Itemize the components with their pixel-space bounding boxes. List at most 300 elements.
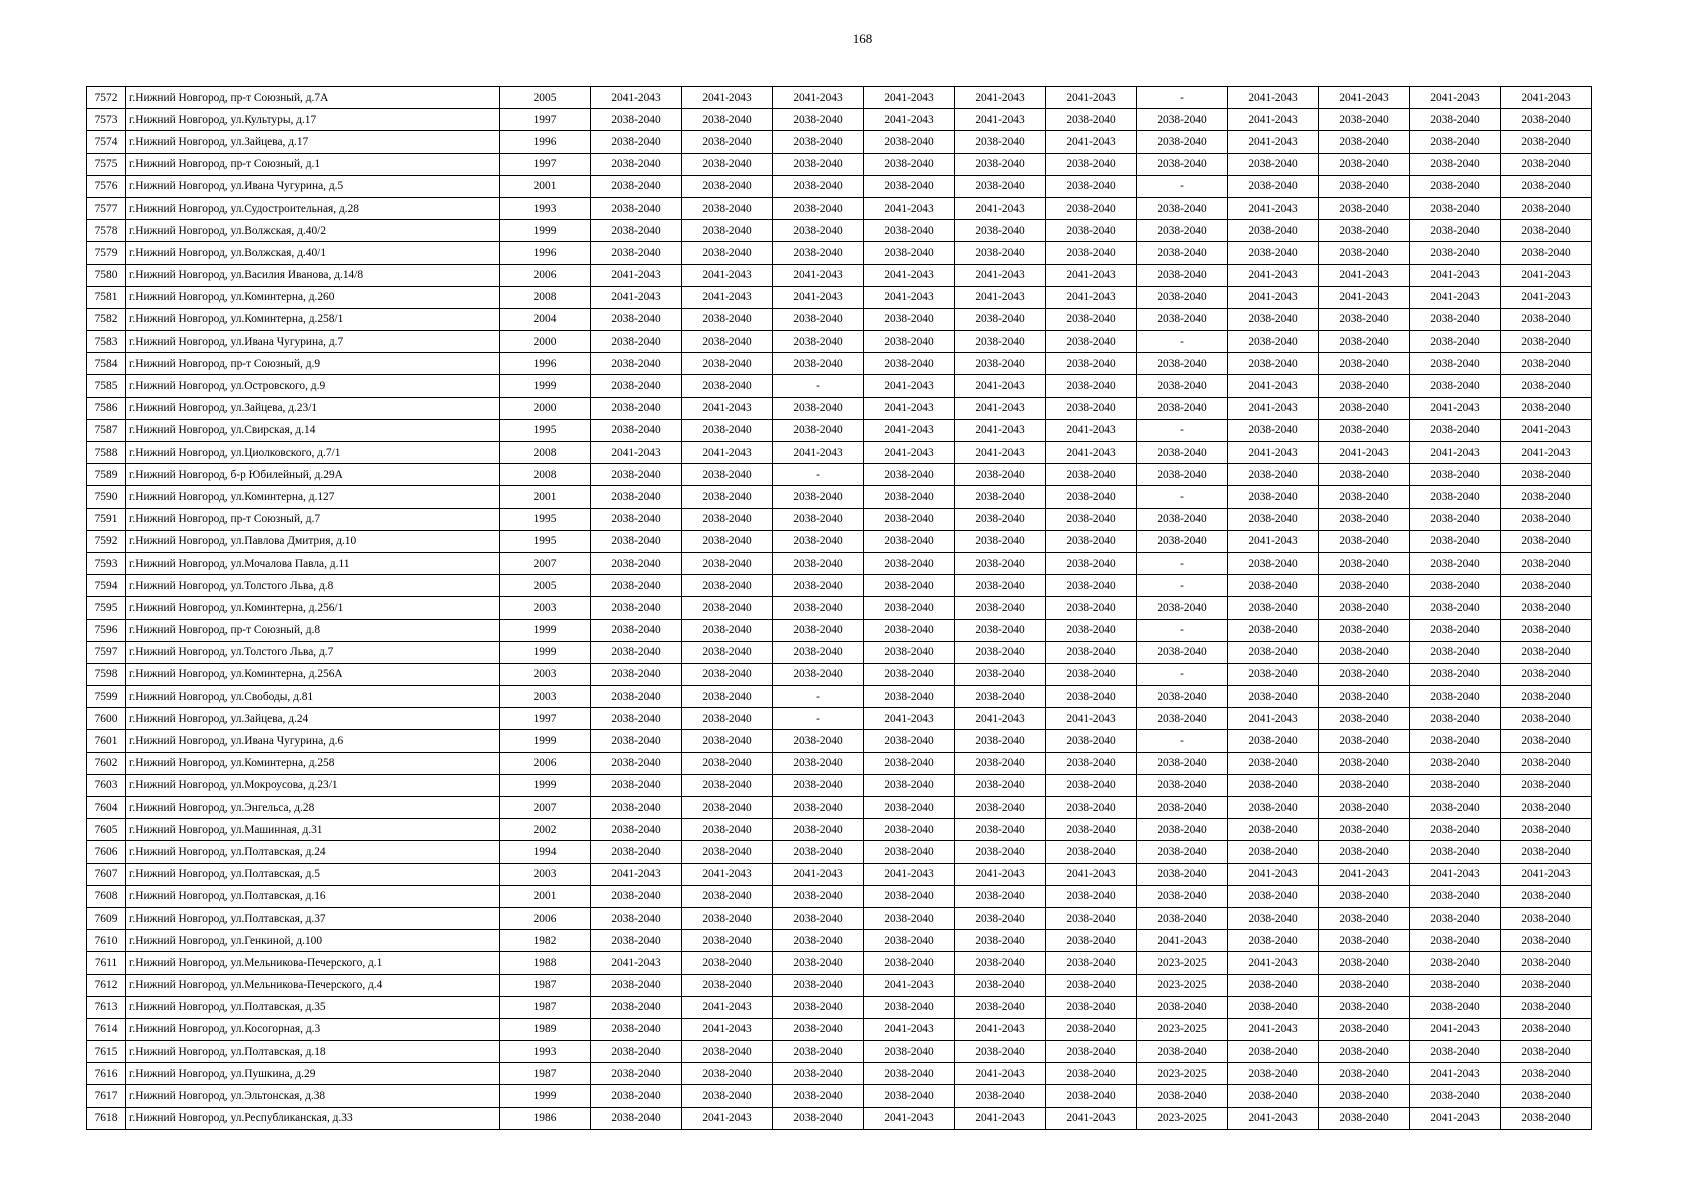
table-row [87, 1018, 1592, 1040]
cell-period-4: 2038-2040 [864, 730, 955, 752]
cell-period-4: 2038-2040 [864, 308, 955, 330]
cell-period-11: 2038-2040 [1501, 242, 1592, 264]
cell-period-3: 2038-2040 [773, 819, 864, 841]
cell-period-8: 2038-2040 [1228, 353, 1319, 375]
cell-address: г.Нижний Новгород, ул.Генкиной, д.100 [126, 930, 500, 952]
cell-period-10: 2038-2040 [1410, 907, 1501, 929]
cell-period-1: 2038-2040 [591, 841, 682, 863]
cell-period-3: 2038-2040 [773, 1107, 864, 1129]
cell-period-3: 2038-2040 [773, 153, 864, 175]
cell-address: г.Нижний Новгород, ул.Коминтерна, д.258 [126, 752, 500, 774]
cell-period-9: 2038-2040 [1319, 464, 1410, 486]
cell-period-10: 2038-2040 [1410, 308, 1501, 330]
cell-address: г.Нижний Новгород, ул.Циолковского, д.7/1 [126, 442, 500, 464]
cell-period-7: 2038-2040 [1137, 220, 1228, 242]
cell-address: г.Нижний Новгород, ул.Мельникова-Печерского, д.1 [126, 952, 500, 974]
cell-period-11: 2038-2040 [1501, 686, 1592, 708]
cell-address: г.Нижний Новгород, ул.Полтавская, д.37 [126, 907, 500, 929]
cell-period-8: 2038-2040 [1228, 331, 1319, 353]
cell-period-1: 2038-2040 [591, 197, 682, 219]
cell-period-9: 2038-2040 [1319, 1063, 1410, 1085]
cell-period-7: 2038-2040 [1137, 397, 1228, 419]
cell-period-2: 2038-2040 [682, 974, 773, 996]
cell-period-2: 2038-2040 [682, 619, 773, 641]
cell-period-8: 2041-2043 [1228, 442, 1319, 464]
cell-build-year: 2003 [500, 663, 591, 685]
cell-period-4: 2038-2040 [864, 331, 955, 353]
cell-period-10: 2038-2040 [1410, 131, 1501, 153]
cell-period-9: 2038-2040 [1319, 752, 1410, 774]
cell-period-2: 2038-2040 [682, 220, 773, 242]
cell-period-1: 2041-2043 [591, 863, 682, 885]
cell-period-2: 2038-2040 [682, 175, 773, 197]
cell-period-7: 2038-2040 [1137, 774, 1228, 796]
table-row [87, 841, 1592, 863]
cell-period-3: 2038-2040 [773, 774, 864, 796]
cell-period-11: 2038-2040 [1501, 1018, 1592, 1040]
cell-period-3: 2038-2040 [773, 552, 864, 574]
cell-period-9: 2038-2040 [1319, 1041, 1410, 1063]
cell-row-number: 7605 [87, 819, 126, 841]
cell-period-9: 2038-2040 [1319, 619, 1410, 641]
cell-build-year: 1996 [500, 242, 591, 264]
cell-period-10: 2038-2040 [1410, 242, 1501, 264]
cell-period-9: 2038-2040 [1319, 331, 1410, 353]
cell-period-7: 2041-2043 [1137, 930, 1228, 952]
cell-period-3: - [773, 375, 864, 397]
cell-address: г.Нижний Новгород, б-р Юбилейный, д.29А [126, 464, 500, 486]
cell-period-10: 2038-2040 [1410, 974, 1501, 996]
cell-build-year: 2006 [500, 752, 591, 774]
cell-period-7: 2038-2040 [1137, 442, 1228, 464]
cell-period-2: 2038-2040 [682, 197, 773, 219]
cell-period-3: 2038-2040 [773, 486, 864, 508]
cell-period-9: 2038-2040 [1319, 242, 1410, 264]
cell-period-11: 2038-2040 [1501, 308, 1592, 330]
cell-period-7: 2038-2040 [1137, 131, 1228, 153]
cell-period-5: 2038-2040 [955, 797, 1046, 819]
cell-period-4: 2041-2043 [864, 863, 955, 885]
cell-period-11: 2038-2040 [1501, 508, 1592, 530]
cell-period-7: - [1137, 575, 1228, 597]
cell-period-10: 2038-2040 [1410, 331, 1501, 353]
cell-build-year: 2003 [500, 597, 591, 619]
cell-period-2: 2038-2040 [682, 530, 773, 552]
cell-address: г.Нижний Новгород, пр-т Союзный, д.8 [126, 619, 500, 641]
cell-period-8: 2038-2040 [1228, 1063, 1319, 1085]
cell-address: г.Нижний Новгород, ул.Ивана Чугурина, д.7 [126, 331, 500, 353]
cell-period-8: 2038-2040 [1228, 841, 1319, 863]
cell-period-1: 2038-2040 [591, 996, 682, 1018]
cell-row-number: 7594 [87, 575, 126, 597]
cell-period-8: 2041-2043 [1228, 530, 1319, 552]
cell-period-6: 2038-2040 [1046, 819, 1137, 841]
cell-period-3: 2038-2040 [773, 619, 864, 641]
cell-build-year: 1995 [500, 419, 591, 441]
table-row [87, 952, 1592, 974]
cell-period-4: 2038-2040 [864, 686, 955, 708]
cell-period-9: 2038-2040 [1319, 308, 1410, 330]
cell-period-8: 2038-2040 [1228, 885, 1319, 907]
cell-period-8: 2041-2043 [1228, 87, 1319, 109]
cell-period-3: 2038-2040 [773, 197, 864, 219]
table-row [87, 1041, 1592, 1063]
cell-period-11: 2038-2040 [1501, 708, 1592, 730]
cell-period-3: 2038-2040 [773, 419, 864, 441]
cell-period-3: 2041-2043 [773, 264, 864, 286]
cell-period-3: 2038-2040 [773, 974, 864, 996]
cell-period-3: 2041-2043 [773, 863, 864, 885]
cell-period-6: 2038-2040 [1046, 774, 1137, 796]
cell-period-6: 2038-2040 [1046, 730, 1137, 752]
cell-period-5: 2038-2040 [955, 508, 1046, 530]
cell-period-2: 2038-2040 [682, 1085, 773, 1107]
cell-row-number: 7608 [87, 885, 126, 907]
table-row [87, 885, 1592, 907]
cell-period-3: 2038-2040 [773, 996, 864, 1018]
cell-period-6: 2038-2040 [1046, 841, 1137, 863]
cell-period-1: 2038-2040 [591, 575, 682, 597]
cell-period-1: 2038-2040 [591, 1018, 682, 1040]
cell-period-7: 2038-2040 [1137, 464, 1228, 486]
table-row [87, 220, 1592, 242]
cell-period-2: 2038-2040 [682, 1041, 773, 1063]
cell-period-1: 2038-2040 [591, 1085, 682, 1107]
cell-period-6: 2041-2043 [1046, 264, 1137, 286]
cell-address: г.Нижний Новгород, ул.Эльтонская, д.38 [126, 1085, 500, 1107]
table-row [87, 486, 1592, 508]
cell-period-5: 2038-2040 [955, 552, 1046, 574]
cell-build-year: 2000 [500, 331, 591, 353]
housing-registry-table [86, 86, 1592, 1130]
cell-build-year: 2007 [500, 552, 591, 574]
cell-period-9: 2038-2040 [1319, 774, 1410, 796]
cell-period-1: 2038-2040 [591, 752, 682, 774]
cell-period-4: 2038-2040 [864, 952, 955, 974]
cell-row-number: 7589 [87, 464, 126, 486]
cell-row-number: 7599 [87, 686, 126, 708]
cell-period-9: 2038-2040 [1319, 841, 1410, 863]
cell-period-8: 2038-2040 [1228, 175, 1319, 197]
table-row [87, 907, 1592, 929]
table-row [87, 597, 1592, 619]
cell-period-8: 2041-2043 [1228, 131, 1319, 153]
cell-build-year: 2007 [500, 797, 591, 819]
cell-address: г.Нижний Новгород, ул.Энгельса, д.28 [126, 797, 500, 819]
cell-period-11: 2038-2040 [1501, 730, 1592, 752]
cell-period-10: 2038-2040 [1410, 686, 1501, 708]
cell-build-year: 1987 [500, 996, 591, 1018]
cell-period-4: 2038-2040 [864, 486, 955, 508]
cell-row-number: 7586 [87, 397, 126, 419]
cell-period-9: 2038-2040 [1319, 597, 1410, 619]
cell-period-3: 2038-2040 [773, 109, 864, 131]
cell-period-11: 2038-2040 [1501, 663, 1592, 685]
table-row [87, 353, 1592, 375]
cell-period-1: 2041-2043 [591, 442, 682, 464]
cell-build-year: 1986 [500, 1107, 591, 1129]
cell-period-9: 2038-2040 [1319, 397, 1410, 419]
cell-period-4: 2038-2040 [864, 552, 955, 574]
cell-period-6: 2038-2040 [1046, 530, 1137, 552]
cell-period-10: 2038-2040 [1410, 1085, 1501, 1107]
cell-address: г.Нижний Новгород, ул.Коминтерна, д.127 [126, 486, 500, 508]
cell-period-4: 2038-2040 [864, 153, 955, 175]
cell-period-10: 2041-2043 [1410, 264, 1501, 286]
cell-period-3: 2041-2043 [773, 87, 864, 109]
cell-period-6: 2038-2040 [1046, 1063, 1137, 1085]
cell-period-4: 2038-2040 [864, 242, 955, 264]
cell-period-11: 2038-2040 [1501, 907, 1592, 929]
cell-period-8: 2038-2040 [1228, 686, 1319, 708]
cell-period-2: 2038-2040 [682, 819, 773, 841]
cell-build-year: 1993 [500, 1041, 591, 1063]
cell-build-year: 1997 [500, 708, 591, 730]
cell-period-9: 2038-2040 [1319, 996, 1410, 1018]
cell-period-6: 2038-2040 [1046, 220, 1137, 242]
cell-period-5: 2038-2040 [955, 752, 1046, 774]
cell-period-8: 2038-2040 [1228, 774, 1319, 796]
table-row [87, 641, 1592, 663]
cell-period-1: 2038-2040 [591, 530, 682, 552]
cell-period-4: 2041-2043 [864, 197, 955, 219]
cell-period-11: 2038-2040 [1501, 131, 1592, 153]
cell-period-4: 2041-2043 [864, 375, 955, 397]
table-row [87, 375, 1592, 397]
cell-period-6: 2038-2040 [1046, 663, 1137, 685]
cell-period-2: 2038-2040 [682, 686, 773, 708]
cell-period-7: - [1137, 619, 1228, 641]
cell-period-4: 2041-2043 [864, 264, 955, 286]
cell-period-8: 2038-2040 [1228, 508, 1319, 530]
cell-period-7: 2038-2040 [1137, 264, 1228, 286]
cell-period-10: 2038-2040 [1410, 530, 1501, 552]
cell-period-10: 2038-2040 [1410, 730, 1501, 752]
cell-period-3: 2038-2040 [773, 575, 864, 597]
cell-address: г.Нижний Новгород, пр-т Союзный, д.9 [126, 353, 500, 375]
cell-period-10: 2038-2040 [1410, 952, 1501, 974]
cell-period-11: 2038-2040 [1501, 197, 1592, 219]
cell-address: г.Нижний Новгород, ул.Толстого Льва, д.7 [126, 641, 500, 663]
cell-period-11: 2038-2040 [1501, 175, 1592, 197]
cell-period-6: 2038-2040 [1046, 197, 1137, 219]
cell-row-number: 7617 [87, 1085, 126, 1107]
cell-period-10: 2038-2040 [1410, 419, 1501, 441]
cell-period-7: 2038-2040 [1137, 153, 1228, 175]
cell-period-7: 2038-2040 [1137, 242, 1228, 264]
cell-period-6: 2041-2043 [1046, 286, 1137, 308]
cell-period-6: 2038-2040 [1046, 153, 1137, 175]
cell-period-2: 2038-2040 [682, 375, 773, 397]
cell-period-11: 2041-2043 [1501, 264, 1592, 286]
cell-period-2: 2041-2043 [682, 264, 773, 286]
cell-row-number: 7604 [87, 797, 126, 819]
table-row [87, 175, 1592, 197]
cell-period-3: 2038-2040 [773, 397, 864, 419]
cell-period-6: 2038-2040 [1046, 353, 1137, 375]
cell-period-1: 2038-2040 [591, 930, 682, 952]
cell-address: г.Нижний Новгород, ул.Коминтерна, д.258/1 [126, 308, 500, 330]
cell-period-1: 2038-2040 [591, 797, 682, 819]
cell-period-6: 2038-2040 [1046, 1085, 1137, 1107]
cell-period-7: - [1137, 419, 1228, 441]
cell-period-5: 2038-2040 [955, 996, 1046, 1018]
cell-build-year: 1996 [500, 131, 591, 153]
cell-address: г.Нижний Новгород, ул.Судостроительная, д.28 [126, 197, 500, 219]
cell-period-2: 2038-2040 [682, 752, 773, 774]
cell-address: г.Нижний Новгород, ул.Павлова Дмитрия, д.10 [126, 530, 500, 552]
cell-row-number: 7612 [87, 974, 126, 996]
cell-period-4: 2041-2043 [864, 419, 955, 441]
cell-period-1: 2038-2040 [591, 552, 682, 574]
cell-period-1: 2038-2040 [591, 1063, 682, 1085]
table-row [87, 1107, 1592, 1129]
table-row [87, 197, 1592, 219]
cell-address: г.Нижний Новгород, ул.Волжская, д.40/1 [126, 242, 500, 264]
cell-period-11: 2038-2040 [1501, 220, 1592, 242]
cell-row-number: 7575 [87, 153, 126, 175]
cell-period-7: 2023-2025 [1137, 974, 1228, 996]
cell-period-6: 2041-2043 [1046, 419, 1137, 441]
table-row [87, 286, 1592, 308]
cell-period-2: 2041-2043 [682, 1018, 773, 1040]
cell-build-year: 2001 [500, 175, 591, 197]
table-row [87, 1063, 1592, 1085]
cell-period-2: 2038-2040 [682, 552, 773, 574]
cell-address: г.Нижний Новгород, ул.Зайцева, д.24 [126, 708, 500, 730]
cell-row-number: 7584 [87, 353, 126, 375]
cell-build-year: 2002 [500, 819, 591, 841]
cell-address: г.Нижний Новгород, ул.Толстого Льва, д.8 [126, 575, 500, 597]
cell-period-10: 2041-2043 [1410, 1107, 1501, 1129]
cell-build-year: 1997 [500, 153, 591, 175]
cell-period-4: 2038-2040 [864, 641, 955, 663]
cell-period-9: 2038-2040 [1319, 952, 1410, 974]
cell-period-3: 2038-2040 [773, 308, 864, 330]
cell-period-8: 2041-2043 [1228, 197, 1319, 219]
cell-period-7: 2038-2040 [1137, 641, 1228, 663]
cell-period-5: 2038-2040 [955, 1085, 1046, 1107]
cell-period-3: 2038-2040 [773, 353, 864, 375]
cell-build-year: 2006 [500, 264, 591, 286]
cell-build-year: 2008 [500, 442, 591, 464]
cell-period-11: 2038-2040 [1501, 841, 1592, 863]
cell-address: г.Нижний Новгород, ул.Косогорная, д.3 [126, 1018, 500, 1040]
cell-period-4: 2038-2040 [864, 930, 955, 952]
cell-address: г.Нижний Новгород, ул.Полтавская, д.16 [126, 885, 500, 907]
cell-period-4: 2041-2043 [864, 109, 955, 131]
cell-period-1: 2038-2040 [591, 353, 682, 375]
cell-period-8: 2041-2043 [1228, 1107, 1319, 1129]
cell-address: г.Нижний Новгород, ул.Машинная, д.31 [126, 819, 500, 841]
cell-period-4: 2041-2043 [864, 286, 955, 308]
cell-period-3: 2041-2043 [773, 442, 864, 464]
cell-period-9: 2038-2040 [1319, 663, 1410, 685]
cell-period-9: 2038-2040 [1319, 797, 1410, 819]
cell-period-4: 2038-2040 [864, 907, 955, 929]
cell-period-8: 2038-2040 [1228, 597, 1319, 619]
cell-period-4: 2038-2040 [864, 663, 955, 685]
cell-row-number: 7602 [87, 752, 126, 774]
cell-period-9: 2038-2040 [1319, 907, 1410, 929]
cell-address: г.Нижний Новгород, ул.Зайцева, д.17 [126, 131, 500, 153]
cell-period-7: 2038-2040 [1137, 1041, 1228, 1063]
cell-period-5: 2038-2040 [955, 930, 1046, 952]
cell-period-10: 2038-2040 [1410, 197, 1501, 219]
cell-address: г.Нижний Новгород, ул.Василия Иванова, д.14/8 [126, 264, 500, 286]
cell-period-10: 2038-2040 [1410, 885, 1501, 907]
cell-period-4: 2038-2040 [864, 508, 955, 530]
cell-period-2: 2041-2043 [682, 87, 773, 109]
cell-address: г.Нижний Новгород, ул.Мочалова Павла, д.11 [126, 552, 500, 574]
cell-period-11: 2041-2043 [1501, 863, 1592, 885]
cell-period-5: 2041-2043 [955, 397, 1046, 419]
cell-build-year: 1999 [500, 774, 591, 796]
table-row [87, 242, 1592, 264]
cell-period-1: 2038-2040 [591, 1107, 682, 1129]
cell-period-8: 2038-2040 [1228, 308, 1319, 330]
cell-period-10: 2038-2040 [1410, 641, 1501, 663]
cell-period-3: 2038-2040 [773, 663, 864, 685]
cell-build-year: 1993 [500, 197, 591, 219]
cell-period-3: 2038-2040 [773, 641, 864, 663]
table-row [87, 686, 1592, 708]
cell-period-10: 2041-2043 [1410, 442, 1501, 464]
cell-period-8: 2041-2043 [1228, 375, 1319, 397]
cell-row-number: 7610 [87, 930, 126, 952]
cell-address: г.Нижний Новгород, пр-т Союзный, д.7 [126, 508, 500, 530]
cell-period-6: 2038-2040 [1046, 397, 1137, 419]
cell-period-7: 2038-2040 [1137, 197, 1228, 219]
cell-row-number: 7593 [87, 552, 126, 574]
cell-row-number: 7591 [87, 508, 126, 530]
table-row [87, 530, 1592, 552]
cell-build-year: 1999 [500, 220, 591, 242]
cell-period-5: 2038-2040 [955, 952, 1046, 974]
cell-period-1: 2038-2040 [591, 1041, 682, 1063]
cell-period-10: 2038-2040 [1410, 552, 1501, 574]
cell-period-4: 2038-2040 [864, 797, 955, 819]
cell-period-7: 2023-2025 [1137, 1018, 1228, 1040]
cell-period-1: 2038-2040 [591, 220, 682, 242]
table-row [87, 419, 1592, 441]
cell-period-4: 2038-2040 [864, 575, 955, 597]
cell-period-1: 2041-2043 [591, 952, 682, 974]
cell-period-4: 2038-2040 [864, 597, 955, 619]
cell-period-7: 2038-2040 [1137, 797, 1228, 819]
cell-build-year: 1989 [500, 1018, 591, 1040]
cell-period-10: 2038-2040 [1410, 109, 1501, 131]
cell-period-2: 2041-2043 [682, 996, 773, 1018]
cell-period-5: 2038-2040 [955, 331, 1046, 353]
cell-period-11: 2038-2040 [1501, 797, 1592, 819]
cell-period-2: 2038-2040 [682, 841, 773, 863]
cell-period-2: 2038-2040 [682, 419, 773, 441]
table-row [87, 1085, 1592, 1107]
cell-period-10: 2038-2040 [1410, 708, 1501, 730]
cell-row-number: 7592 [87, 530, 126, 552]
cell-period-9: 2038-2040 [1319, 819, 1410, 841]
cell-address: г.Нижний Новгород, ул.Волжская, д.40/2 [126, 220, 500, 242]
cell-period-4: 2041-2043 [864, 87, 955, 109]
cell-address: г.Нижний Новгород, ул.Ивана Чугурина, д.5 [126, 175, 500, 197]
table-row [87, 331, 1592, 353]
cell-period-6: 2038-2040 [1046, 907, 1137, 929]
cell-period-3: - [773, 464, 864, 486]
cell-address: г.Нижний Новгород, ул.Полтавская, д.35 [126, 996, 500, 1018]
cell-period-8: 2038-2040 [1228, 996, 1319, 1018]
cell-build-year: 1995 [500, 508, 591, 530]
